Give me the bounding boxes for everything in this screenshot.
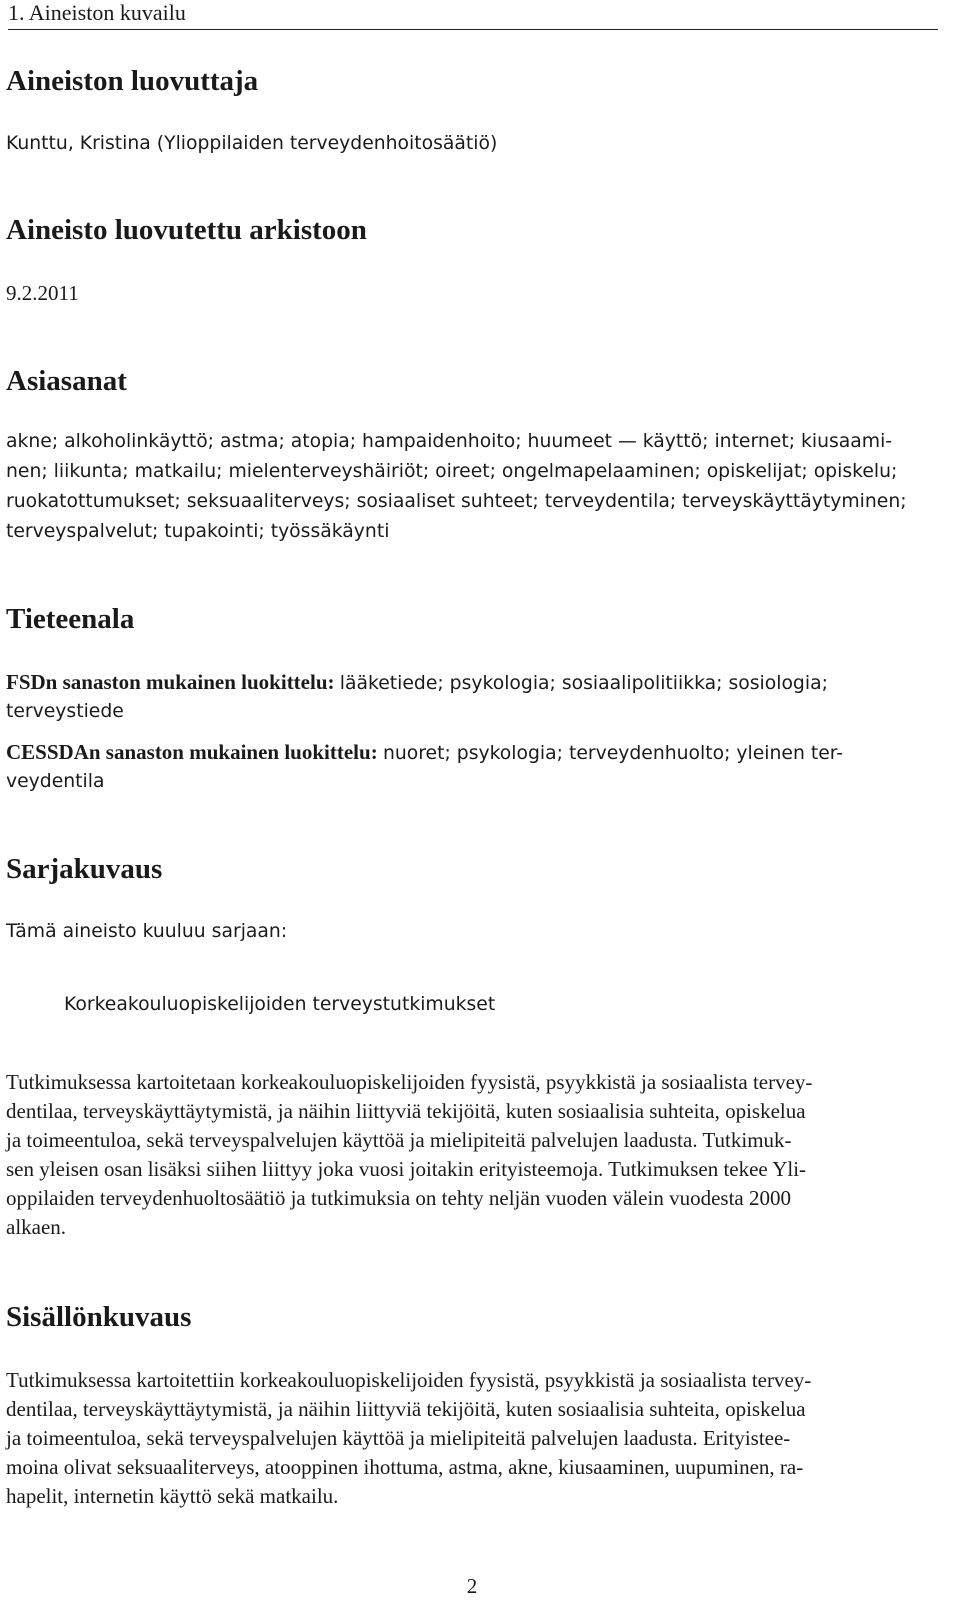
content-description-line: Tutkimuksessa kartoitettiin korkeakouluopiskelijoiden fyysistä, psyykkistä ja sosiaalista tervey- [6, 1368, 812, 1392]
series-description-line: alkaen. [6, 1215, 67, 1239]
series-description-line: ja toimeentuloa, sekä terveyspalvelujen käyttöä ja mielipiteitä palvelujen laadusta. Tutkimuk- [6, 1128, 792, 1152]
section-heading-series: Sarjakuvaus [6, 853, 163, 885]
cessda-classification-line [6, 737, 938, 769]
keywords-line: akne; alkoholinkäyttö; astma; atopia; hampaidenhoito; huumeet — käyttö; internet; kiusaami- [6, 431, 893, 452]
content-description-line: dentilaa, terveyskäyttäytymistä, ja näihin liittyviä tekijöitä, kuten sosiaalisia suhteita, opiskelua [6, 1397, 806, 1421]
keywords-line: nen; liikunta; matkailu; mielenterveyshäiriöt; oireet; ongelmapelaaminen; opiskelijat; opiskelu; [6, 461, 898, 482]
section-heading-archived: Aineisto luovutettu arkistoon [6, 214, 367, 246]
series-name: Korkeakouluopiskelijoiden terveystutkimukset [64, 994, 496, 1015]
section-heading-keywords: Asiasanat [6, 365, 127, 397]
series-description-line: Tutkimuksessa kartoitetaan korkeakouluopiskelijoiden fyysistä, psyykkistä ja sosiaalista tervey- [6, 1070, 813, 1094]
page-number: 2 [466, 1574, 478, 1598]
series-intro: Tämä aineisto kuuluu sarjaan: [6, 921, 288, 942]
archived-date: 9.2.2011 [6, 281, 79, 305]
content-description-line: ja toimeentuloa, sekä terveyspalvelujen käyttöä ja mielipiteitä palvelujen laadusta. Erityistee- [6, 1426, 791, 1450]
fsd-classification-value: lääketiede; psykologia; sosiaalipolitiikka; sosiologia; [339, 673, 828, 694]
fsd-classification-value-cont: terveystiede [6, 701, 124, 722]
donor-text: Kunttu, Kristina (Ylioppilaiden terveydenhoitosäätiö) [6, 133, 498, 154]
section-heading-field: Tieteenala [6, 603, 135, 635]
running-header: 1. Aineiston kuvailu [8, 0, 186, 25]
series-description-line: sen yleisen osan lisäksi siihen liittyy joka vuosi joitakin erityisteemoja. Tutkimuksen tekee Yli- [6, 1157, 807, 1181]
cessda-classification-value: nuoret; psykologia; terveydenhuolto; yleinen ter- [382, 743, 844, 764]
section-heading-content: Sisällönkuvaus [6, 1301, 192, 1333]
header-rule [8, 29, 938, 30]
keywords-line: ruokatottumukset; seksuaaliterveys; sosiaaliset suhteet; terveydentila; terveyskäyttäytyminen; [6, 491, 907, 512]
cessda-classification-label: CESSDAn sanaston mukainen luokittelu: [6, 740, 378, 764]
keywords-line: terveyspalvelut; tupakointi; työssäkäynti [6, 521, 390, 542]
series-description-line: dentilaa, terveyskäyttäytymistä, ja näihin liittyviä tekijöitä, kuten sosiaalisia suhteita, opiskelua [6, 1099, 806, 1123]
cessda-classification-value-cont: veydentila [6, 771, 105, 792]
fsd-classification-line [6, 667, 938, 699]
series-description-line: oppilaiden terveydenhuoltosäätiö ja tutkimuksia on tehty neljän vuoden välein vuodesta 2000 [6, 1186, 791, 1210]
fsd-classification-label: FSDn sanaston mukainen luokittelu: [6, 670, 335, 694]
content-description-line: moina olivat seksuaaliterveys, atooppinen ihottuma, astma, akne, kiusaaminen, uupuminen, ra- [6, 1455, 804, 1479]
content-description-line: hapelit, internetin käyttö sekä matkailu. [6, 1484, 339, 1508]
section-heading-donor: Aineiston luovuttaja [6, 65, 259, 97]
